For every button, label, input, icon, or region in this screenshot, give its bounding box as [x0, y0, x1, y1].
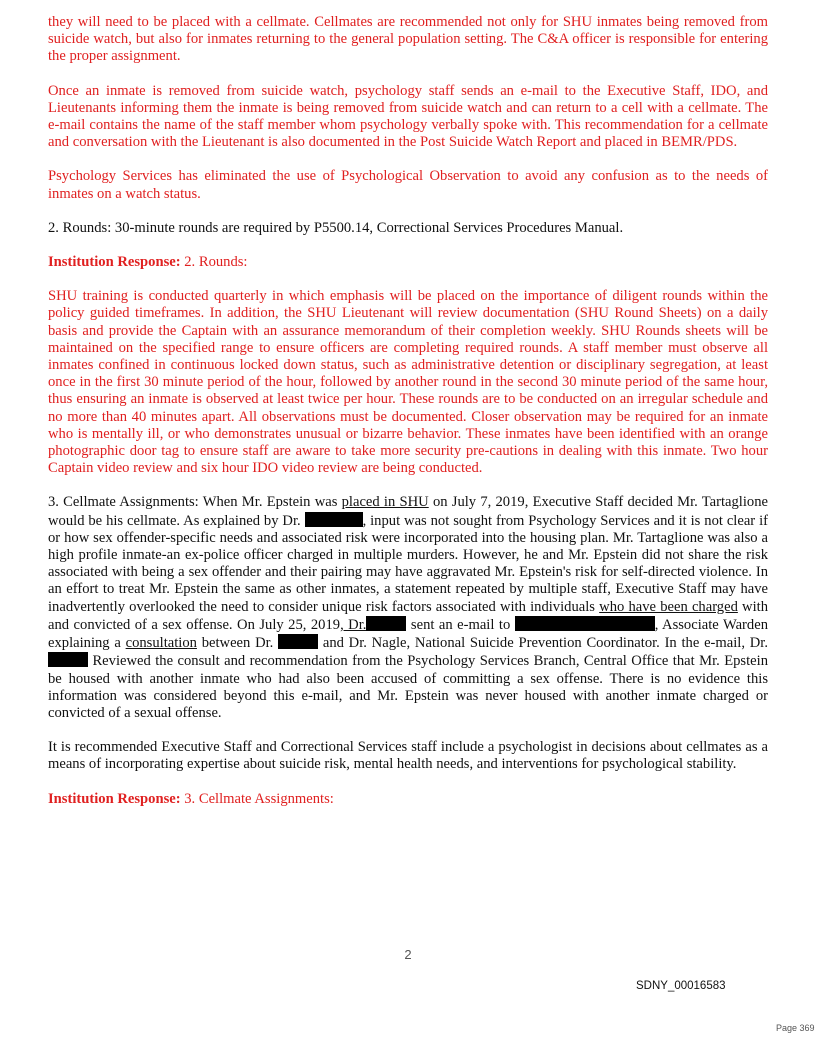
- redaction-box: [515, 616, 655, 631]
- redaction-box: [48, 652, 88, 667]
- paragraph-psychological-observation: Psychology Services has eliminated the use of Psychological Observation to avoid any confusion as to the needs of inmates on a watch status.: [48, 168, 768, 202]
- page-label: Page 369: [776, 1023, 815, 1033]
- paragraph-cellmate-recommendation: they will need to be placed with a cellmate. Cellmates are recommended not only for SHU inmates being removed from suicide watch, but also for inmates returning to the general population setting. The C&A officer is responsible for entering the proper assignment.: [48, 14, 768, 65]
- page-number: 2: [404, 947, 412, 962]
- paragraph-suicide-watch-removal: Once an inmate is removed from suicide watch, psychology staff sends an e-mail to the Executive Staff, IDO, and Lieutenants informing them the inmate is being removed from suicide watch and can return to a cell with a cellmate. The e-mail contains the name of the staff member whom psychology verbally spoke with. This recommendation for a cellmate and conversation with the Lieutenant is also documented in the Post Suicide Watch Report and placed in BEMR/PDS.: [48, 82, 768, 151]
- response-heading: 3. Cellmate Assignments:: [180, 790, 334, 807]
- paragraph-shu-training: SHU training is conducted quarterly in which emphasis will be placed on the importance of diligent rounds within the policy guided timeframes. In addition, the SHU Lieutenant will review documentation (SHU Round Sheets) on a daily basis and provide the Captain with an assurance memorandum of their completion weekly. SHU Rounds sheets will be maintained on the specified range to ensure officers are completing required rounds. A staff member must observe all inmates confined in continuous locked down status, such as administrative detention or disciplinary segregation, at least once in the first 30 minute period of the hour, followed by another round in the second 30 minute period of the same hour, thus ensuring an inmate is observed at least twice per hour. These rounds are to be conducted on an irregular schedule and no more than 40 minutes apart. All observations must be documented. Closer observation may be required for an inmate who is mentally ill, or who demonstrates unusual or bizarre behavior. These inmates have been identified with an orange photographic door tag to ensure staff are aware to take more security pre-cautions in dealing with this inmate. Two hour Captain video review and six hour IDO video review are being conducted.: [48, 288, 768, 477]
- paragraph-cellmate-assignments: 3. Cellmate Assignments: When Mr. Epstein was placed in SHU on July 7, 2019, Executive Staff decided Mr. Tartaglione would be his cellmate. As explained by Dr. , input was not sought from Psychology Services and it is not clear if or how sex offender-specific needs and associated risk were incorporated into the housing plan. Mr. Tartaglione was also a high profile inmate-an ex-police officer charged in multiple murders. However, he and Mr. Epstein did not share the risk associated with being a sex offender and their pairing may have aggravated Mr. Epstein's risk for self-directed violence. In an effort to treat Mr. Epstein the same as other inmates, a statement repeated by multiple staff, Executive Staff may have inadvertently overlooked the need to consider unique risk factors associated with individuals who have been charged with and convicted of a sex offense. On July 25, 2019, Dr. sent an e-mail to , Associate Warden explaining a consultation between Dr. and Dr. Nagle, National Suicide Prevention Coordinator. In the e-mail, Dr. Reviewed the consult and recommendation from the Psychology Services Branch, Central Office that Mr. Epstein be housed with another inmate who had also been accused of committing a sex offense. There is no evidence this information was considered beyond this e-mail, and Mr. Epstein was never housed with another inmate charged or convicted of a sexual offense.: [48, 494, 769, 721]
- document-body: [48, 14, 768, 808]
- institution-response-cellmate: [48, 791, 768, 808]
- response-label: Institution Response:: [48, 254, 181, 271]
- bates-number: SDNY_00016583: [636, 980, 726, 992]
- response-label: Institution Response:: [48, 790, 181, 807]
- redaction-box: [305, 512, 363, 527]
- redaction-box: [278, 634, 318, 649]
- paragraph-psychologist-recommendation: It is recommended Executive Staff and Correctional Services staff include a psychologist in decisions about cellmates as a means of incorporating expertise about suicide risk, mental health needs, and interventions for psychological stability.: [48, 739, 768, 773]
- redaction-box: [366, 616, 406, 631]
- response-heading: 2. Rounds:: [180, 254, 248, 271]
- institution-response-rounds: [48, 254, 768, 271]
- paragraph-rounds-finding: 2. Rounds: 30-minute rounds are required by P5500.14, Correctional Services Procedures Manual.: [48, 219, 624, 236]
